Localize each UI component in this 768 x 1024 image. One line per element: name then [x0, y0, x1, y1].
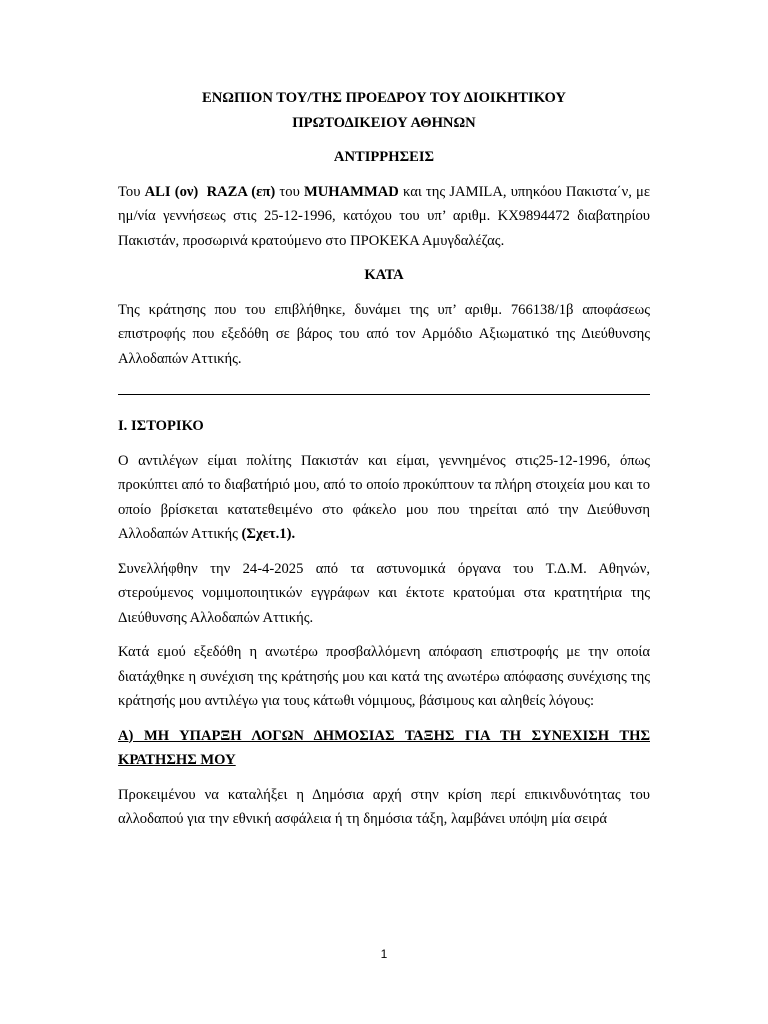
party-text-4: και της JAMILA, υπηκόου Πακιστα΄ν, με ημ/νία γεννήσεως στις 25-12-1996, κατόχου του υπ’ αριθμ. KX9894472 διαβατηρίου Πακιστάν, προσωρινά κρατούμενο στο ΠΡΟΚΕΚΑ Αμυγδαλέζας.	[118, 183, 650, 249]
paragraph-2: Συνελλήφθην την 24-4-2025 από τα αστυνομικά όργανα του Τ.Δ.Μ. Αθηνών, στερούμενος νομιμοποιητικών εγγράφων και έκτοτε κρατούμαι στα κρατητήρια της Διεύθυνσης Αλλοδαπών Αττικής.	[118, 560, 650, 626]
page-number: 1	[380, 947, 388, 961]
party-text-3: του	[275, 183, 304, 200]
paragraph-4: Προκειμένου να καταλήξει η Δημόσια αρχή στην κρίση περί επικινδυνότητας του αλλοδαπού για την εθνική ασφάλεια ή τη δημόσια τάξη, λαμβάνει υπόψη μία σειρά	[118, 786, 650, 827]
paragraph-1	[118, 449, 650, 547]
paragraph-1-reference: (Σχετ.1).	[241, 526, 296, 542]
party-text-2	[198, 184, 206, 200]
party-text-1: Του	[118, 183, 145, 200]
party-surname: RAZA (επ)	[206, 183, 276, 200]
document-page	[118, 86, 650, 832]
against-label: ΚΑΤΑ	[364, 267, 404, 283]
party-details	[118, 180, 650, 254]
against-text: Της κράτησης που του επιβλήθηκε, δυνάμει της υπ’ αριθμ. 766138/1β αποφάσεως επιστροφής που εξεδόθη σε βάρος του από τον Αρμόδιο Αξιωματικό της Διεύθυνσης Αλλοδαπών Αττικής.	[118, 301, 650, 367]
section-1-heading: Ι. ΙΣΤΟΡΙΚΟ	[118, 418, 204, 434]
party-father-name: MUHAMMAD	[303, 183, 399, 200]
court-title: ΕΝΩΠΙΟΝ ΤΟΥ/ΤΗΣ ΠΡΟΕΔΡΟΥ ΤΟΥ ΔΙΟΙΚΗΤΙΚΟΥ ΠΡΩΤΟΔΙΚΕΙΟΥ ΑΘΗΝΩΝ	[202, 90, 566, 131]
subsection-a-heading: Α) ΜΗ ΥΠΑΡΞΗ ΛΟΓΩΝ ΔΗΜΟΣΙΑΣ ΤΑΞΗΣ ΓΙΑ ΤΗ ΣΥΝΕΧΙΣΗ ΤΗΣ ΚΡΑΤΗΣΗΣ ΜΟΥ	[118, 727, 650, 768]
party-first-name: ALI (ον)	[144, 183, 199, 200]
paragraph-3: Κατά εμού εξεδόθη η ανωτέρω προσβαλλόμενη απόφαση επιστροφής με την οποία διατάχθηκε η συνέχιση της κράτησής μου και κατά της ανωτέρω απόφασης συνέχισης της κράτησής μου αντιλέγω για τους κάτωθι νόμιμους, βάσιμους και αληθείς λόγους:	[118, 644, 650, 709]
document-type-title: ΑΝΤΙΡΡΗΣΕΙΣ	[333, 149, 435, 165]
paragraph-1-text: Ο αντιλέγων είμαι πολίτης Πακιστάν και είμαι, γεννημένος στις25-12-1996, όπως προκύπτει από το διαβατήριό μου, από το οποίο προκύπτουν τα πλήρη στοιχεία μου και το οποίο βρίσκεται κατατεθειμένο στο φάκελο μου που τηρείται από την Διεύθυνση Αλλοδαπών Αττικής	[118, 452, 650, 542]
